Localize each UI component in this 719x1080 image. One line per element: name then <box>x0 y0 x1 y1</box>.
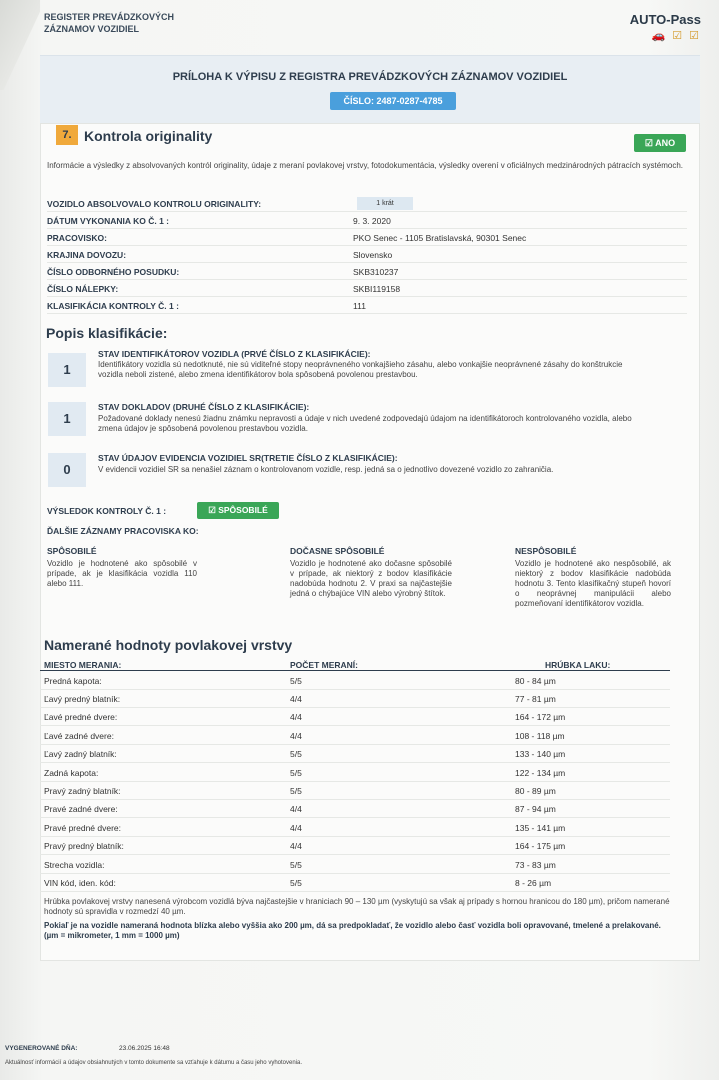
classification-text: V evidencii vozidiel SR sa nenašiel záznam o kontrolovanom vozidle, resp. jedná sa o jednotlivo dovezené vozidlo zo zahraničia. <box>98 465 554 474</box>
detail-row-expert-report <box>47 263 687 280</box>
table-row <box>40 707 670 726</box>
table-row <box>40 836 670 855</box>
generated-label: VYGENEROVANÉ DŇA: <box>5 1045 78 1052</box>
detail-label: ČÍSLO NÁLEPKY: <box>47 284 119 294</box>
detail-row-country <box>47 246 687 263</box>
car-check-icon: 🚗 ☑ ☑ <box>651 30 701 42</box>
row-location: VIN kód, iden. kód: <box>44 878 116 888</box>
result-badge-label: SPÔSOBILÉ <box>218 505 268 515</box>
row-thickness: 164 - 175 µm <box>515 841 566 851</box>
row-thickness: 73 - 83 µm <box>515 860 556 870</box>
row-thickness: 122 - 134 µm <box>515 768 566 778</box>
table-row <box>40 763 670 782</box>
other-records-label: ĎALŠIE ZÁZNAMY PRACOVISKA KO: <box>47 526 199 536</box>
row-count: 5/5 <box>290 860 302 870</box>
table-row <box>40 873 670 892</box>
ano-badge-label: ANO <box>655 138 676 148</box>
row-thickness: 8 - 26 µm <box>515 878 552 888</box>
row-count: 4/4 <box>290 694 302 704</box>
row-count: 4/4 <box>290 712 302 722</box>
detail-row-classification <box>47 297 687 314</box>
row-thickness: 87 - 94 µm <box>515 804 556 814</box>
detail-value: PKO Senec - 1105 Bratislavská, 90301 Senec <box>353 233 527 243</box>
row-location: Ľavé predné dvere: <box>44 712 118 722</box>
row-thickness: 108 - 118 µm <box>515 731 565 741</box>
classification-digit: 0 <box>48 453 86 487</box>
coating-heading: Namerané hodnoty povlakovej vrstvy <box>44 637 293 653</box>
register-header-line1: REGISTER PREVÁDZKOVÝCH <box>44 12 175 22</box>
column-header-thickness: HRÚBKA LAKU: <box>545 660 611 670</box>
row-thickness: 77 - 81 µm <box>515 694 556 704</box>
ano-badge <box>634 134 686 152</box>
row-thickness: 135 - 141 µm <box>515 823 566 833</box>
row-count: 5/5 <box>290 749 302 759</box>
row-count: 4/4 <box>290 841 302 851</box>
row-thickness: 80 - 89 µm <box>515 786 556 796</box>
row-count: 5/5 <box>290 768 302 778</box>
row-location: Predná kapota: <box>44 676 102 686</box>
check-icon: ☑ <box>208 505 216 515</box>
column-header-location: MIESTO MERANIA: <box>44 660 122 670</box>
row-thickness: 164 - 172 µm <box>515 712 566 722</box>
brand-logo <box>630 12 701 42</box>
row-location: Pravé zadné dvere: <box>44 804 118 814</box>
result-badge <box>197 502 279 519</box>
detail-label: KRAJINA DOVOZU: <box>47 250 127 260</box>
coating-warning: Pokiaľ je na vozidle nameraná hodnota blízka alebo vyššia ako 200 µm, dá sa predpokladať, že vozidlo alebo časť vozidla boli opravované, tmelené a prelakované. (µm = mikrometer, 1 mm = 1000 µm) <box>44 921 661 940</box>
generated-value: 23.06.2025 16:48 <box>119 1045 170 1052</box>
row-location: Zadná kapota: <box>44 768 99 778</box>
detail-value: 1 krát <box>357 197 413 210</box>
detail-label: DÁTUM VYKONANIA KO Č. 1 : <box>47 216 169 226</box>
row-count: 5/5 <box>290 878 302 888</box>
row-location: Ľavý predný blatník: <box>44 694 121 704</box>
detail-row-date <box>47 212 687 229</box>
table-row <box>40 855 670 874</box>
classification-text: Požadované doklady nenesú žiadnu známku nepravosti a údaje v nich uvedené zodpovedajú údajom na identifikátoroch kontrolovaného vozidla, alebo zmena údajov je spôsobená povolenou prestavbou vozidla. <box>98 414 632 433</box>
row-location: Pravé predné dvere: <box>44 823 122 833</box>
classification-text: Identifikátory vozidla sú nedotknuté, nie sú viditeľné stopy neoprávneného vonkajšieho zásahu, alebo vonkajšie neoprávnené zásahy do konštrukcie vozidla neboli zistené, alebo zmena identifikátorov bola spôsobená povolenou prestavbou. <box>98 360 623 379</box>
detail-value: SKBI119158 <box>353 284 401 294</box>
category-title: NESPÔSOBILÉ <box>515 546 577 556</box>
register-header-line2: ZÁZNAMOV VOZIDIEL <box>44 24 139 34</box>
detail-value: 111 <box>353 301 366 311</box>
row-count: 4/4 <box>290 823 302 833</box>
classification-title: STAV ÚDAJOV EVIDENCIA VOZIDIEL SR(TRETIE ČÍSLO Z KLASIFIKÁCIE): <box>98 453 398 463</box>
register-header <box>44 11 174 35</box>
detail-row-count <box>47 195 687 212</box>
section-title: Kontrola originality <box>84 128 213 144</box>
document-number-badge: ČÍSLO: 2487-0287-4785 <box>330 92 456 110</box>
classification-digit: 1 <box>48 402 86 436</box>
table-row <box>40 671 670 690</box>
column-header-count: POČET MERANÍ: <box>290 660 358 670</box>
detail-value: Slovensko <box>353 250 393 260</box>
section-number: 7. <box>56 125 78 145</box>
classification-heading: Popis klasifikácie: <box>46 325 168 341</box>
brand-name: AUTO-Pass <box>629 12 701 27</box>
row-location: Pravý zadný blatník: <box>44 786 121 796</box>
category-text: Vozidlo je hodnotené ako dočasne spôsobilé v prípade, ak niektorý z bodov klasifikácie nadobúda hodnotu 2. V praxi sa najčastejšie jedná o chýbajúce VIN alebo výrobný štítok. <box>290 559 452 598</box>
row-count: 4/4 <box>290 731 302 741</box>
detail-label: ČÍSLO ODBORNÉHO POSUDKU: <box>47 267 180 277</box>
detail-label: VOZIDLO ABSOLVOVALO KONTROLU ORIGINALITY: <box>47 199 262 209</box>
classification-title: STAV IDENTIFIKÁTOROV VOZIDLA (PRVÉ ČÍSLO Z KLASIFIKÁCIE): <box>98 349 371 359</box>
row-location: Ľavé zadné dvere: <box>44 731 114 741</box>
category-title: DOČASNE SPÔSOBILÉ <box>290 546 385 556</box>
table-row <box>40 689 670 708</box>
category-title: SPÔSOBILÉ <box>47 546 97 556</box>
table-row <box>40 799 670 818</box>
section-intro: Informácie a výsledky z absolvovaných kontról originality, údaje z meraní povlakovej vrstvy, fotodokumentácia, výsledky overení v oficiálnych medzinárodných pátracích systémoch. <box>47 161 683 170</box>
row-location: Ľavý zadný blatník: <box>44 749 117 759</box>
detail-row-workplace <box>47 229 687 246</box>
row-location: Strecha vozidla: <box>44 860 105 870</box>
classification-digit: 1 <box>48 353 86 387</box>
detail-row-sticker <box>47 280 687 297</box>
row-thickness: 133 - 140 µm <box>515 749 566 759</box>
detail-label: PRACOVISKO: <box>47 233 107 243</box>
category-text: Vozidlo je hodnotené ako spôsobilé v prípade, ak je klasifikácia vozidla 110 alebo 111. <box>47 559 197 588</box>
document-banner <box>40 55 700 123</box>
row-thickness: 80 - 84 µm <box>515 676 556 686</box>
row-count: 5/5 <box>290 786 302 796</box>
result-label: VÝSLEDOK KONTROLY Č. 1 : <box>47 506 167 516</box>
table-row <box>40 781 670 800</box>
check-icon: ☑ <box>644 138 653 148</box>
table-row <box>40 726 670 745</box>
detail-value: 9. 3. 2020 <box>353 216 391 226</box>
table-row <box>40 818 670 837</box>
row-count: 5/5 <box>290 676 302 686</box>
classification-title: STAV DOKLADOV (DRUHÉ ČÍSLO Z KLASIFIKÁCIE): <box>98 402 310 412</box>
detail-value: SKB310237 <box>353 267 399 277</box>
row-count: 4/4 <box>290 804 302 814</box>
page-fold-corner <box>0 0 40 90</box>
row-location: Pravý predný blatník: <box>44 841 124 851</box>
table-row <box>40 744 670 763</box>
category-text: Vozidlo je hodnotené ako nespôsobilé, ak niektorý z bodov klasifikácie nadobúda hodnotu 3. Tento klasifikačný stupeň hovorí o neoprávnej manipulácii alebo pozmeňovaní identifikátorov vozidla. <box>515 559 671 608</box>
footer-disclaimer: Aktuálnosť informácií a údajov obsiahnutých v tomto dokumente sa vzťahuje k dátumu a času jeho vyhotovenia. <box>5 1060 303 1066</box>
document-title: PRÍLOHA K VÝPISU Z REGISTRA PREVÁDZKOVÝCH ZÁZNAMOV VOZIDIEL <box>172 71 568 83</box>
coating-note: Hrúbka povlakovej vrstvy nanesená výrobcom vozidlá býva najčastejšie v hraniciach 90 – 130 µm (vyskytujú sa však aj prípady s hornou hranicou do 180 µm), pričom namerané hodnoty sú spravidla v rozmedzí 40 µm. <box>44 897 670 916</box>
detail-label: KLASIFIKÁCIA KONTROLY Č. 1 : <box>47 301 179 311</box>
